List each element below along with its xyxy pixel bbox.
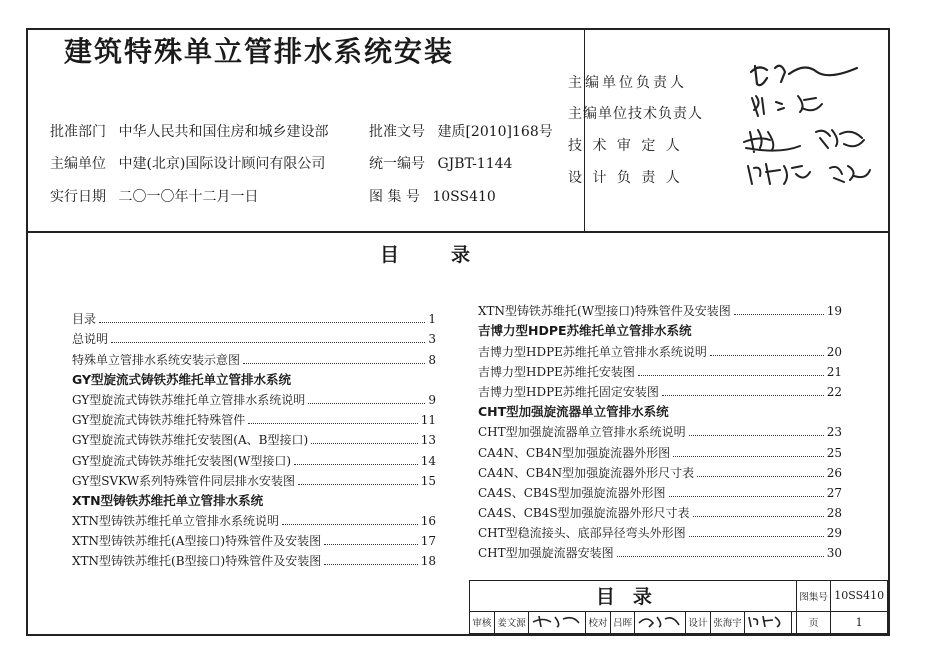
toc-entry-title: XTN型铸铁苏维托(A型接口)特殊管件及安装图 bbox=[72, 534, 322, 549]
toc-leader-dots bbox=[617, 556, 824, 557]
toc-entry-title: 吉博力型HDPE苏维托安装图 bbox=[478, 364, 635, 379]
toc-entry-title: XTN型铸铁苏维托单立管排水系统 bbox=[72, 492, 264, 508]
atlas-label: 图 集 号 bbox=[369, 189, 420, 205]
date-label: 实行日期 bbox=[50, 189, 106, 205]
toc-entry-title: CA4S、CB4S型加强旋流器外形图 bbox=[478, 485, 666, 500]
toc-entry-title: XTN型铸铁苏维托单立管排水系统说明 bbox=[72, 514, 280, 529]
toc-entry-page: 20 bbox=[826, 344, 842, 359]
toc-entry-page: 8 bbox=[428, 352, 436, 367]
approval-dept-row bbox=[50, 121, 328, 141]
responsible-editor-unit: 主编单位负责人 bbox=[568, 75, 687, 91]
responsible-tech: 主编单位技术负责人 bbox=[568, 106, 703, 122]
toc-leader-dots bbox=[662, 395, 824, 396]
header-vertical-divider bbox=[584, 30, 585, 231]
toc-left-column bbox=[72, 306, 436, 568]
toc-entry-title: CHT型加强旋流器单立管排水系统 bbox=[478, 404, 669, 420]
toc-entry-title: GY型旋流式铸铁苏维托单立管排水系统 bbox=[72, 371, 292, 387]
toc-leader-dots bbox=[673, 456, 824, 457]
toc-entry-title: 吉博力型HDPE苏维托单立管排水系统 bbox=[478, 323, 692, 339]
toc-entry-page: 9 bbox=[428, 392, 436, 407]
toc-entry-page: 16 bbox=[420, 514, 436, 529]
toc-entry-page: 29 bbox=[826, 526, 842, 541]
title-block-design-signature bbox=[745, 611, 791, 633]
toc-entry-page: 11 bbox=[420, 413, 436, 428]
toc-entry bbox=[72, 346, 436, 366]
toc-entry-page: 1 bbox=[428, 312, 436, 327]
toc-leader-dots bbox=[248, 423, 417, 424]
toc-entry-title: 目录 bbox=[72, 312, 97, 327]
responsible-review: 技 术 审 定 人 bbox=[568, 138, 683, 154]
toc-entry-title: CHT型加强旋流器单立管排水系统说明 bbox=[478, 425, 686, 440]
title-block-atlas-label: 图集号 bbox=[796, 581, 831, 612]
code-value: GJBT-1144 bbox=[437, 156, 513, 172]
title-block bbox=[469, 580, 888, 634]
toc-entry-title: 总说明 bbox=[72, 332, 109, 347]
toc-entry bbox=[478, 379, 842, 399]
toc-leader-dots bbox=[324, 544, 418, 545]
toc-entry bbox=[478, 419, 842, 439]
header-divider bbox=[28, 231, 888, 233]
title-block-check-signature bbox=[635, 611, 686, 633]
toc-leader-dots bbox=[243, 363, 425, 364]
toc-entry-page: 18 bbox=[420, 554, 436, 569]
signature-icon bbox=[637, 613, 681, 629]
toc-leader-dots bbox=[308, 403, 425, 404]
toc-leader-dots bbox=[99, 322, 425, 323]
signature-icon bbox=[748, 90, 858, 120]
toc-entry-page: 3 bbox=[428, 332, 436, 347]
toc-entry bbox=[72, 427, 436, 447]
title-block-title: 目录 bbox=[470, 581, 797, 612]
toc-entry-page: 25 bbox=[826, 445, 842, 460]
toc-leader-dots bbox=[294, 464, 418, 465]
toc-entry bbox=[72, 528, 436, 548]
date-value: 二〇一〇年十二月一日 bbox=[118, 189, 259, 205]
toc-entry bbox=[478, 480, 842, 500]
toc-entry-page: 19 bbox=[826, 304, 842, 319]
approval-doc-label: 批准文号 bbox=[369, 124, 425, 140]
toc-entry-title: GY型旋流式铸铁苏维托单立管排水系统说明 bbox=[72, 392, 306, 407]
responsible-design: 设 计 负 责 人 bbox=[568, 170, 683, 186]
toc-right-column bbox=[478, 298, 842, 560]
approval-dept-value: 中华人民共和国住房和城乡建设部 bbox=[118, 124, 329, 140]
toc-entry-title: GY型旋流式铸铁苏维托安装图(W型接口) bbox=[72, 453, 291, 468]
title-block-review-signature bbox=[529, 611, 586, 633]
toc-leader-dots bbox=[282, 524, 418, 525]
toc-entry-page: 13 bbox=[420, 433, 436, 448]
toc-entry-page: 14 bbox=[420, 453, 436, 468]
atlas-value: 10SS410 bbox=[432, 189, 496, 205]
toc-entry-title: CA4N、CB4N型加强旋流器外形尺寸表 bbox=[478, 465, 695, 480]
toc-entry bbox=[72, 326, 436, 346]
title-block-atlas-value: 10SS410 bbox=[831, 581, 888, 612]
toc-leader-dots bbox=[298, 484, 418, 485]
toc-leader-dots bbox=[638, 375, 824, 376]
toc-entry bbox=[72, 508, 436, 528]
toc-entry-title: CA4N、CB4N型加强旋流器外形图 bbox=[478, 445, 671, 460]
toc-entry-page: 15 bbox=[420, 473, 436, 488]
toc-entry-page: 30 bbox=[826, 546, 842, 561]
toc-entry-title: CA4S、CB4S型加强旋流器外形尺寸表 bbox=[478, 506, 690, 521]
atlas-title: 建筑特殊单立管排水系统安装 bbox=[64, 35, 455, 68]
toc-entry bbox=[72, 447, 436, 467]
toc-entry-title: 吉博力型HDPE苏维托固定安装图 bbox=[478, 384, 659, 399]
toc-entry-title: 特殊单立管排水系统安装示意图 bbox=[72, 352, 241, 367]
toc-entry-title: XTN型铸铁苏维托(W型接口)特殊管件及安装图 bbox=[478, 304, 731, 319]
toc-entry-page: 28 bbox=[826, 506, 842, 521]
toc-leader-dots bbox=[111, 342, 425, 343]
toc-section-heading bbox=[72, 367, 436, 387]
toc-entry bbox=[72, 407, 436, 427]
toc-entry bbox=[72, 306, 436, 326]
code-label: 统一编号 bbox=[369, 156, 425, 172]
toc-entry-title: GY型SVKW系列特殊管件同层排水安装图 bbox=[72, 473, 296, 488]
toc-section-heading bbox=[72, 488, 436, 508]
toc-leader-dots bbox=[669, 496, 824, 497]
toc-entry-title: 吉博力型HDPE苏维托单立管排水系统说明 bbox=[478, 344, 707, 359]
editor-value: 中建(北京)国际设计顾问有限公司 bbox=[118, 156, 326, 172]
toc-entry bbox=[478, 520, 842, 540]
toc-entry-page: 22 bbox=[826, 384, 842, 399]
toc-section-heading bbox=[478, 318, 842, 338]
toc-entry bbox=[72, 548, 436, 568]
toc-leader-dots bbox=[697, 476, 824, 477]
toc-entry-title: CHT型加强旋流器安装图 bbox=[478, 546, 614, 561]
toc-entry-title: GY型旋流式铸铁苏维托特殊管件 bbox=[72, 413, 246, 428]
toc-entry bbox=[478, 500, 842, 520]
toc-entry-page: 21 bbox=[826, 364, 842, 379]
toc-leader-dots bbox=[693, 516, 824, 517]
signature-icon bbox=[744, 158, 874, 190]
toc-entry-page: 26 bbox=[826, 465, 842, 480]
toc-section-heading bbox=[478, 399, 842, 419]
toc-leader-dots bbox=[710, 355, 824, 356]
title-block-page-label: 页 bbox=[796, 611, 831, 633]
signature-icon bbox=[747, 613, 787, 629]
toc-entry-page: 17 bbox=[420, 534, 436, 549]
toc-entry-title: XTN型铸铁苏维托(B型接口)特殊管件及安装图 bbox=[72, 554, 322, 569]
toc-entry bbox=[72, 387, 436, 407]
toc-entry bbox=[478, 540, 842, 560]
code-row bbox=[369, 153, 512, 173]
title-block-check-label: 校对 bbox=[585, 611, 610, 633]
atlas-row bbox=[369, 186, 496, 206]
title-block-page-value: 1 bbox=[831, 611, 888, 633]
approval-doc-row bbox=[369, 121, 553, 141]
toc-heading bbox=[380, 240, 470, 267]
toc-entry-page: 23 bbox=[826, 425, 842, 440]
title-block-design-label: 设计 bbox=[685, 611, 710, 633]
signature-icon bbox=[740, 124, 870, 156]
toc-entry bbox=[478, 298, 842, 318]
approval-doc-value: 建质[2010]168号 bbox=[437, 124, 553, 140]
toc-leader-dots bbox=[734, 314, 824, 315]
title-block-review-name: 姜文源 bbox=[494, 611, 529, 633]
toc-entry bbox=[72, 468, 436, 488]
toc-leader-dots bbox=[324, 564, 417, 565]
title-block-design-name: 张海宇 bbox=[710, 611, 745, 633]
toc-entry bbox=[478, 439, 842, 459]
toc-heading-char: 目 bbox=[380, 244, 400, 266]
toc-leader-dots bbox=[689, 435, 824, 436]
toc-leader-dots bbox=[311, 443, 418, 444]
approval-dept-label: 批准部门 bbox=[50, 124, 106, 140]
title-block-review-label: 审核 bbox=[470, 611, 495, 633]
toc-entry-title: CHT型稳流接头、底部异径弯头外形图 bbox=[478, 526, 686, 541]
title-block-check-name: 吕晖 bbox=[610, 611, 635, 633]
date-row bbox=[50, 186, 258, 206]
toc-leader-dots bbox=[689, 536, 824, 537]
toc-heading-char: 录 bbox=[451, 244, 471, 266]
signature-icon bbox=[531, 613, 581, 629]
signature-icon bbox=[745, 58, 865, 90]
toc-entry-page: 27 bbox=[826, 485, 842, 500]
toc-entry bbox=[478, 359, 842, 379]
toc-entry bbox=[478, 338, 842, 358]
editor-label: 主编单位 bbox=[50, 156, 106, 172]
editor-row bbox=[50, 153, 325, 173]
toc-entry-title: GY型旋流式铸铁苏维托安装图(A、B型接口) bbox=[72, 433, 309, 448]
toc-entry bbox=[478, 460, 842, 480]
